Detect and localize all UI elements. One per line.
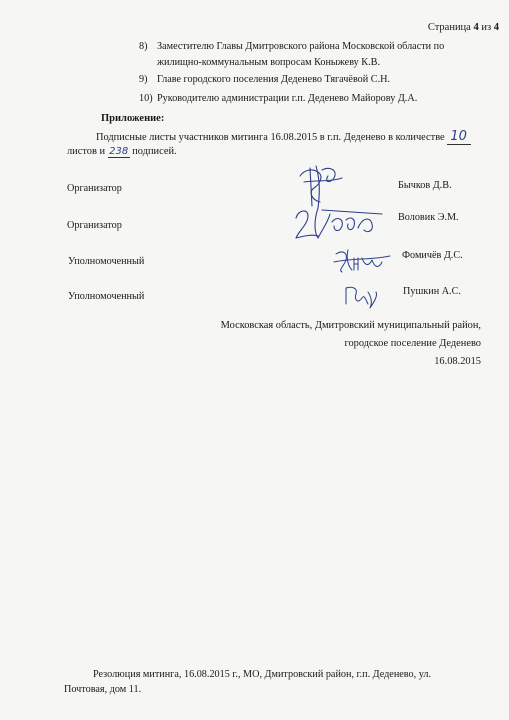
footer-line1: Резолюция митинга, 16.08.2015 г., МО, Дмитровский район, г.п. Деденево, ул. [93, 669, 432, 680]
page-counter [428, 22, 499, 33]
name-fomichev: Фомичёв Д.С. [402, 250, 463, 261]
name-bychkov: Бычков Д.В. [398, 180, 452, 191]
role-authorized-1: Уполномоченный [68, 256, 145, 267]
page-of: из [481, 22, 492, 33]
sheets-count: 10 [447, 129, 471, 145]
footer-line2: Почтовая, дом 11. [64, 684, 142, 695]
recipient-num-10: 10) [139, 93, 153, 104]
place-line1: Московская область, Дмитровский муниципальный район, [220, 320, 481, 331]
signature-fomichev-icon [332, 244, 392, 279]
page-current: 4 [473, 22, 479, 33]
recipient-num-9: 9) [139, 74, 148, 85]
role-authorized-2: Уполномоченный [68, 291, 145, 302]
appendix-line1 [96, 129, 471, 145]
recipient-num-8: 8) [139, 41, 148, 52]
recipient-9-line1: Главе городского поселения Деденево Тягачёвой С.Н. [157, 74, 391, 85]
signatures-count: 238 [109, 146, 129, 157]
name-volovik: Воловик Э.М. [398, 212, 459, 223]
role-organizer-2: Организатор [67, 220, 122, 231]
name-pushkin: Пушкин А.С. [403, 286, 461, 297]
place-line2: городское поселение Деденево [344, 338, 481, 349]
recipient-8-line2: жилищно-коммунальным вопросам Коныжеву К.В. [157, 57, 380, 68]
recipient-10-line1: Руководителю администрации г.п. Деденево Майорову Д.А. [157, 93, 418, 104]
recipient-8-line1: Заместителю Главы Дмитровского района Московской области по [157, 41, 445, 52]
appendix-line2 [67, 146, 177, 158]
appendix-line2-suffix: подписей. [132, 146, 177, 157]
page-total: 4 [493, 22, 499, 33]
signature-volovik-icon [292, 200, 392, 247]
appendix-line1-text: Подписные листы участников митинга 16.08.2015 в г.п. Деденево в количестве [96, 132, 445, 143]
appendix-line2-prefix: листов и [67, 146, 106, 157]
role-organizer-1: Организатор [67, 183, 122, 194]
place-date: 16.08.2015 [434, 356, 481, 367]
appendix-title: Приложение: [101, 113, 165, 124]
signature-pushkin-icon [342, 282, 382, 313]
page-prefix: Страница [427, 22, 471, 33]
